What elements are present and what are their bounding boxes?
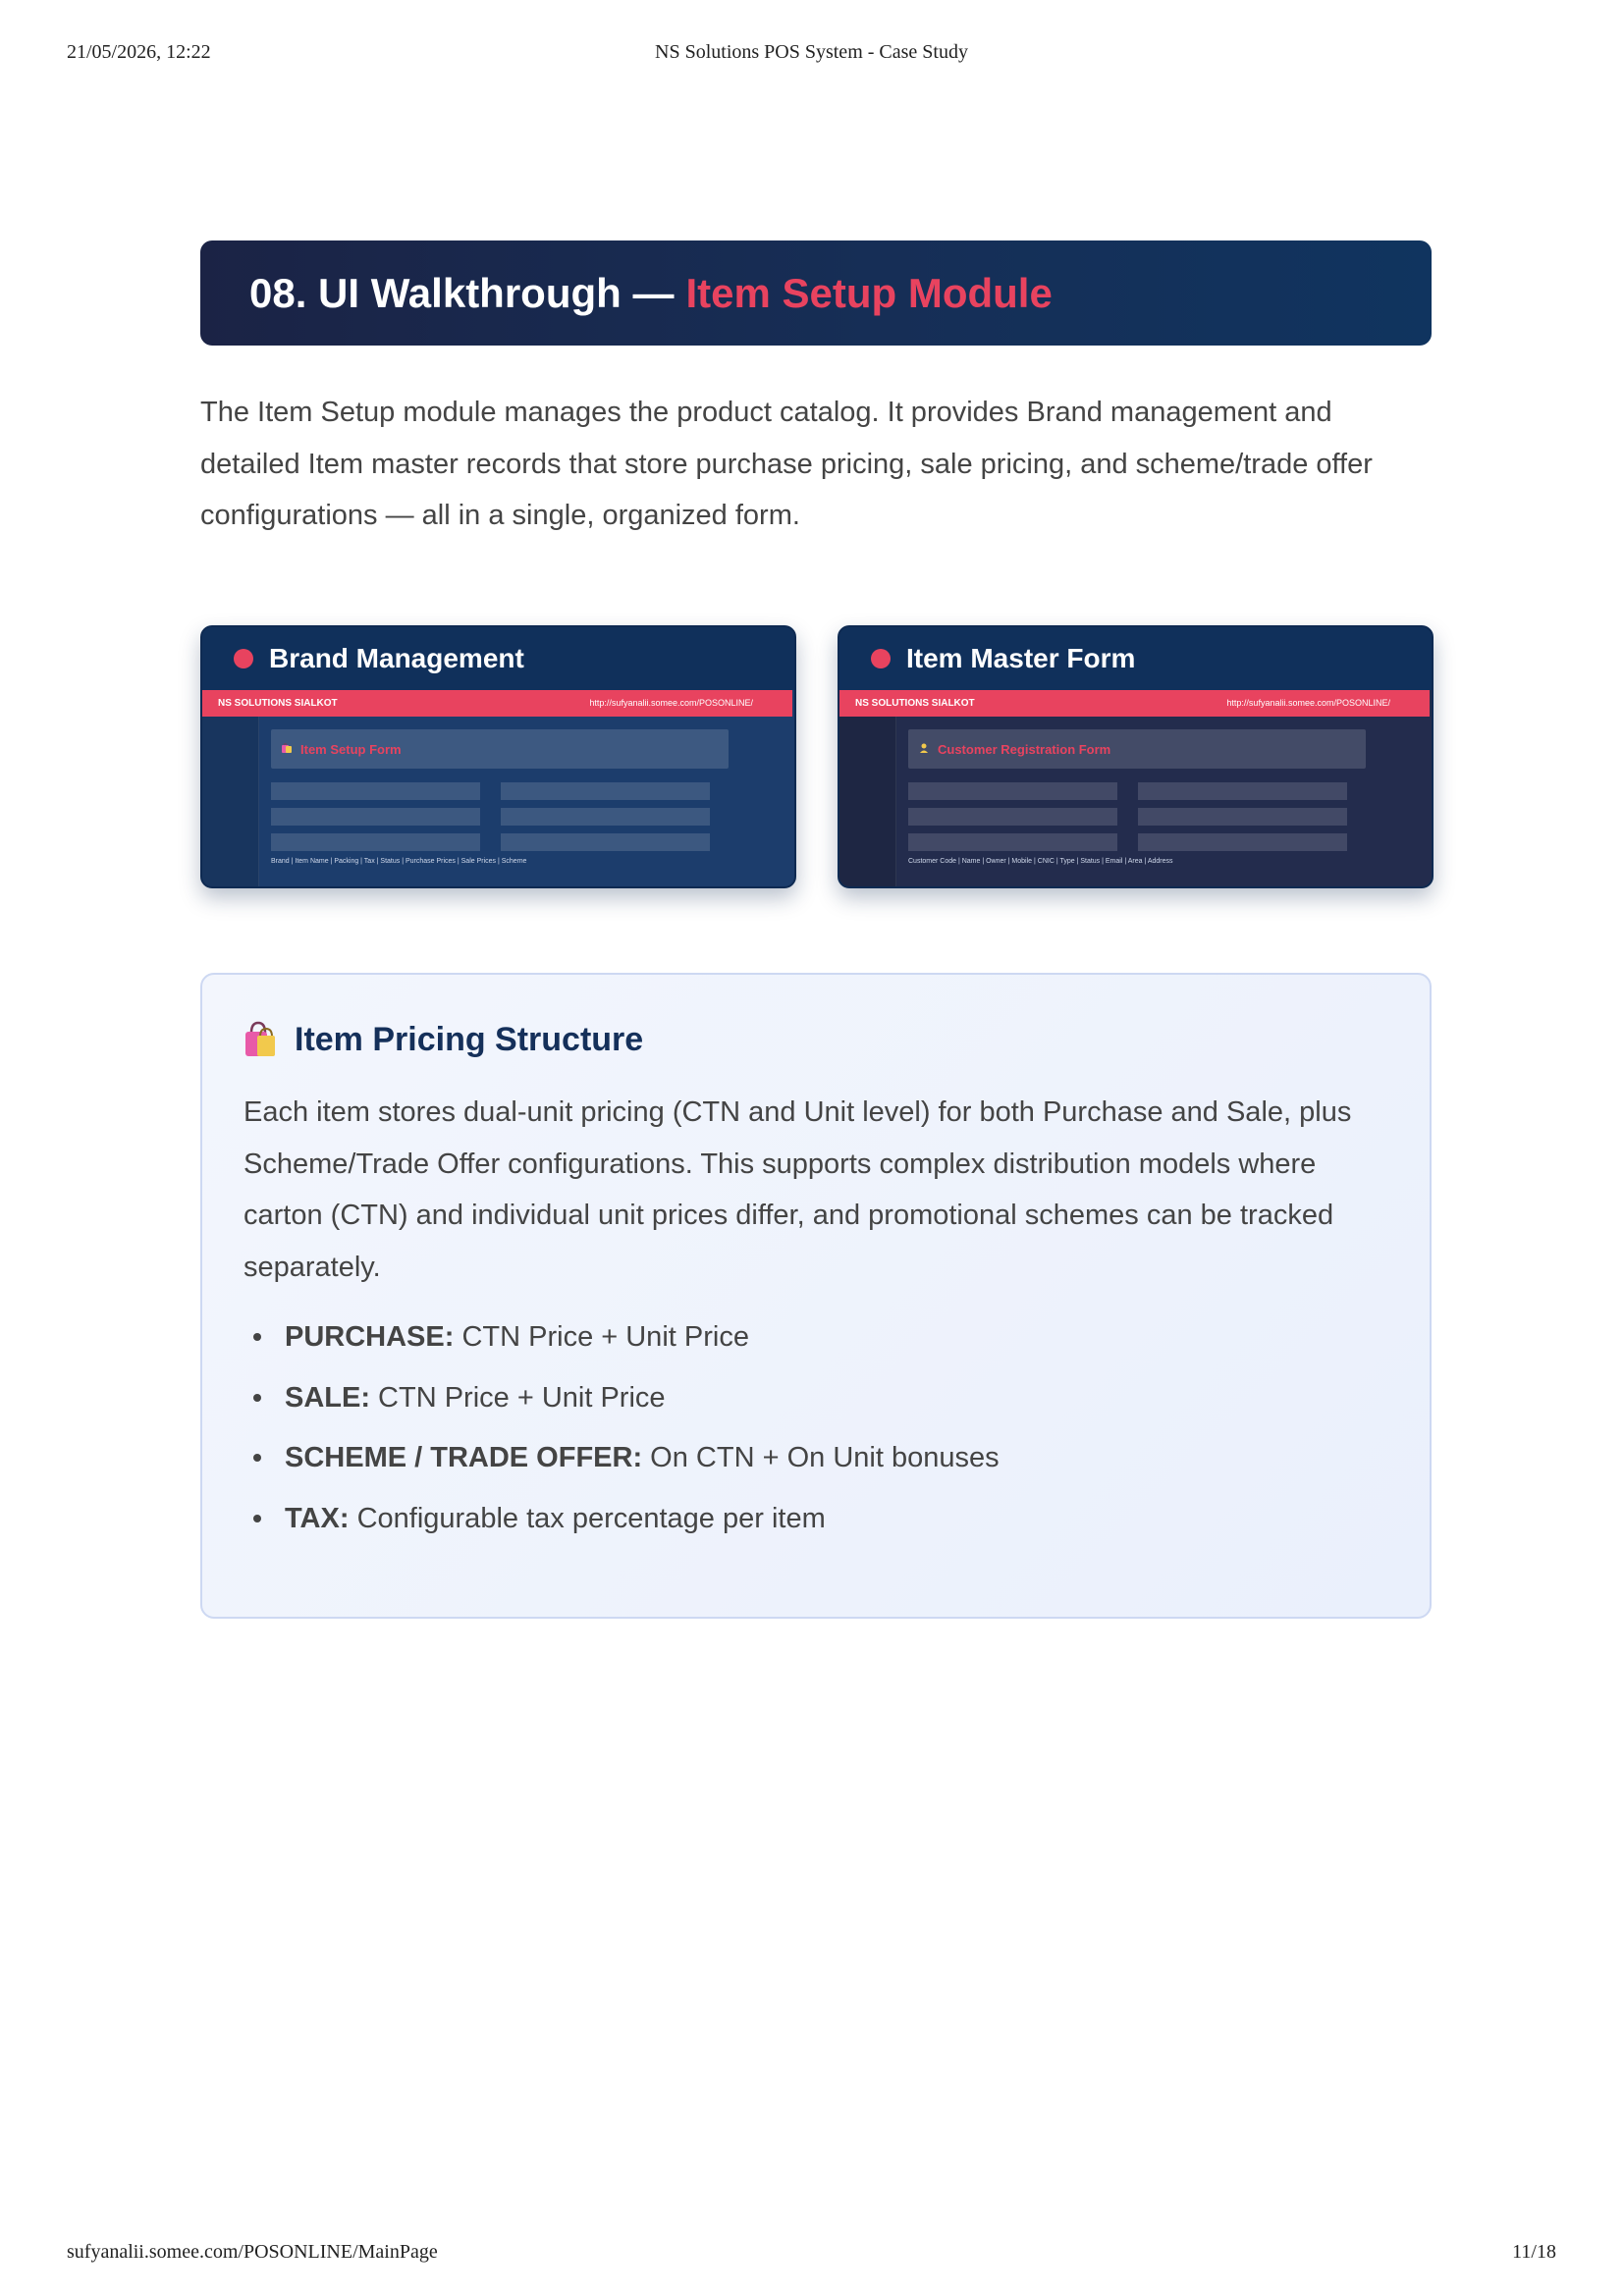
status-dot-icon [871,649,891,668]
list-item [243,1438,1000,1499]
list-item [243,1378,1000,1439]
form-title: Customer Registration Form [938,741,1111,757]
app-name: NS SOLUTIONS SIALKOT [218,698,338,709]
form-title: Item Setup Form [300,741,402,757]
form-field [908,808,1117,826]
screen-card-brand-management [200,625,796,888]
intro-paragraph: The Item Setup module manages the product catalog. It provides Brand management and detailed Item master records that store purchase pricing, sale pricing, and scheme/trade offer configurations — all in a single, organized form. [200,397,1373,531]
section-title-highlight: Item Setup Module [685,269,1053,316]
app-sidebar [839,717,896,886]
app-name: NS SOLUTIONS SIALKOT [855,698,975,709]
print-header [67,41,1556,71]
screen-thumbnail [839,690,1432,886]
list-item-text: CTN Price + Unit Price [454,1321,749,1353]
form-field [908,782,1117,800]
pricing-title: Item Pricing Structure [295,1020,644,1058]
shopping-bags-icon [281,742,293,757]
pricing-description: Each item stores dual-unit pricing (CTN and Unit level) for both Purchase and Sale, plus Scheme/Trade Offer configurations. This supports complex distribution models where carton (CTN) and individual unit prices differ, and promotional schemes can be tracked separately. [243,1096,1352,1283]
section-title-prefix: 08. UI Walkthrough — [249,269,675,316]
list-item-text: Configurable tax percentage per item [349,1502,826,1534]
screen-thumbnail [202,690,794,886]
person-icon [918,742,930,757]
app-topbar [839,690,1430,717]
fields-caption: Brand | Item Name | Packing | Tax | Status | Purchase Prices | Sale Prices | Scheme [271,858,527,865]
form-title-bar [271,729,729,769]
screen-card-title: Item Master Form [906,643,1136,673]
list-item-label: SCHEME / TRADE OFFER: [285,1442,643,1473]
list-item-label: TAX: [285,1502,350,1534]
print-url: sufyanalii.somee.com/POSONLINE/MainPage [67,2241,438,2263]
form-field [1138,833,1347,851]
shopping-bags-icon [243,1021,277,1058]
pricing-list [243,1317,1000,1559]
list-item-text: CTN Price + Unit Price [370,1381,666,1414]
form-field [271,782,480,800]
pricing-title-row [243,1020,643,1059]
print-document-title: NS Solutions POS System - Case Study [655,41,968,63]
fields-caption: Customer Code | Name | Owner | Mobile | CNIC | Type | Status | Email | Area | Address [908,858,1173,865]
app-url: http://sufyanalii.somee.com/POSONLINE/ [1226,698,1390,708]
form-field [271,833,480,851]
list-item [243,1317,1000,1378]
status-dot-icon [234,649,253,668]
form-title-bar [908,729,1366,769]
print-datetime: 21/05/2026, 12:22 [67,41,211,63]
screen-card-header [202,627,794,690]
form-field [501,808,710,826]
form-field [908,833,1117,851]
screen-card-title: Brand Management [269,643,524,673]
app-sidebar [202,717,259,886]
list-item-label: SALE: [285,1381,370,1414]
page-number: 11/18 [1512,2241,1556,2263]
list-item [243,1499,1000,1560]
list-item-text: On CTN + On Unit bonuses [642,1442,1000,1473]
form-field [501,833,710,851]
app-topbar [202,690,792,717]
section-header [200,240,1432,346]
list-item-label: PURCHASE: [285,1321,455,1353]
screen-card-item-master-form [838,625,1434,888]
form-field [1138,782,1347,800]
pricing-structure-callout [200,973,1432,1619]
form-field [271,808,480,826]
app-url: http://sufyanalii.somee.com/POSONLINE/ [589,698,753,708]
print-footer [67,2241,1556,2270]
form-field [1138,808,1347,826]
form-field [501,782,710,800]
screen-card-header [839,627,1432,690]
